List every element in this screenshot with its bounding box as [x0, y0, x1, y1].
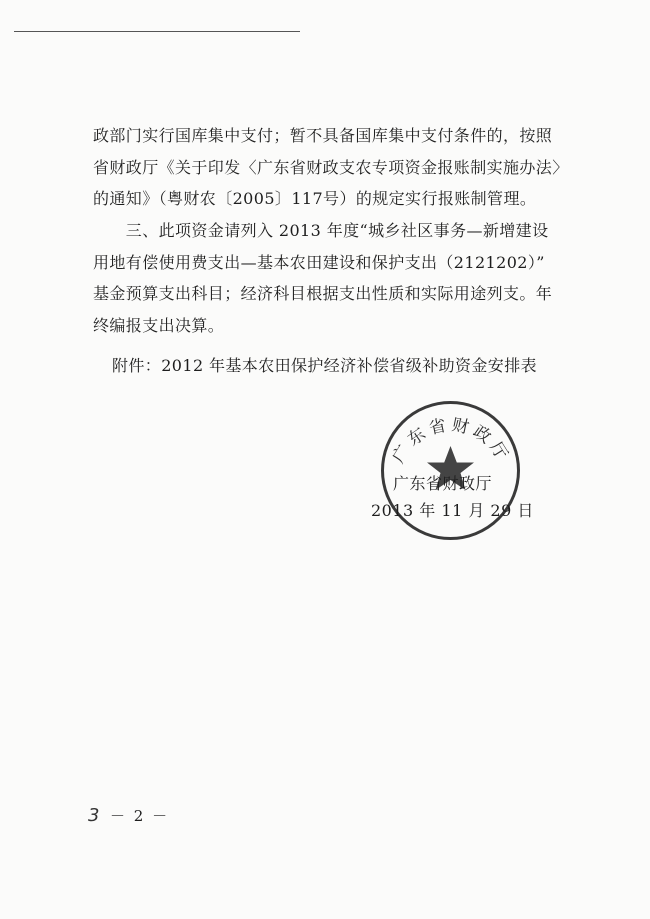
handwritten-mark: 3 — [88, 805, 100, 826]
text-line: 省财政厅《关于印发〈广东省财政支农专项资金报账制实施办法〉 — [93, 157, 569, 177]
seal-text: 广东省财政厅 — [388, 415, 514, 467]
text-line: 政部门实行国库集中支付；暂不具备国库集中支付条件的，按照 — [93, 126, 553, 145]
paragraph-budget-item — [93, 215, 589, 341]
text-line: 的通知》（粤财农〔2005〕117号）的规定实行报账制管理。 — [93, 189, 537, 208]
text-line: 基金预算支出科目；经济科目根据支出性质和实际用途列支。年 — [93, 284, 553, 303]
paragraph-payment-rules — [93, 120, 589, 215]
header-rule — [14, 31, 300, 32]
attachment-line — [112, 350, 608, 382]
text-line: 用地有偿使用费支出—基本农田建设和保护支出（2121202）” — [93, 252, 545, 272]
issuer-name: 广东省财政厅 — [393, 474, 493, 493]
issue-date: 2013 年 11 月 29 日 — [371, 501, 534, 520]
text-line: 终编报支出决算。 — [93, 315, 225, 335]
text-line: 三、此项资金请列入 2013 年度“城乡社区事务—新增建设 — [93, 221, 549, 240]
page-number: － 2 － — [110, 807, 170, 825]
attachment-text: 附件：2012 年基本农田保护经济补偿省级补助资金安排表 — [112, 356, 538, 375]
